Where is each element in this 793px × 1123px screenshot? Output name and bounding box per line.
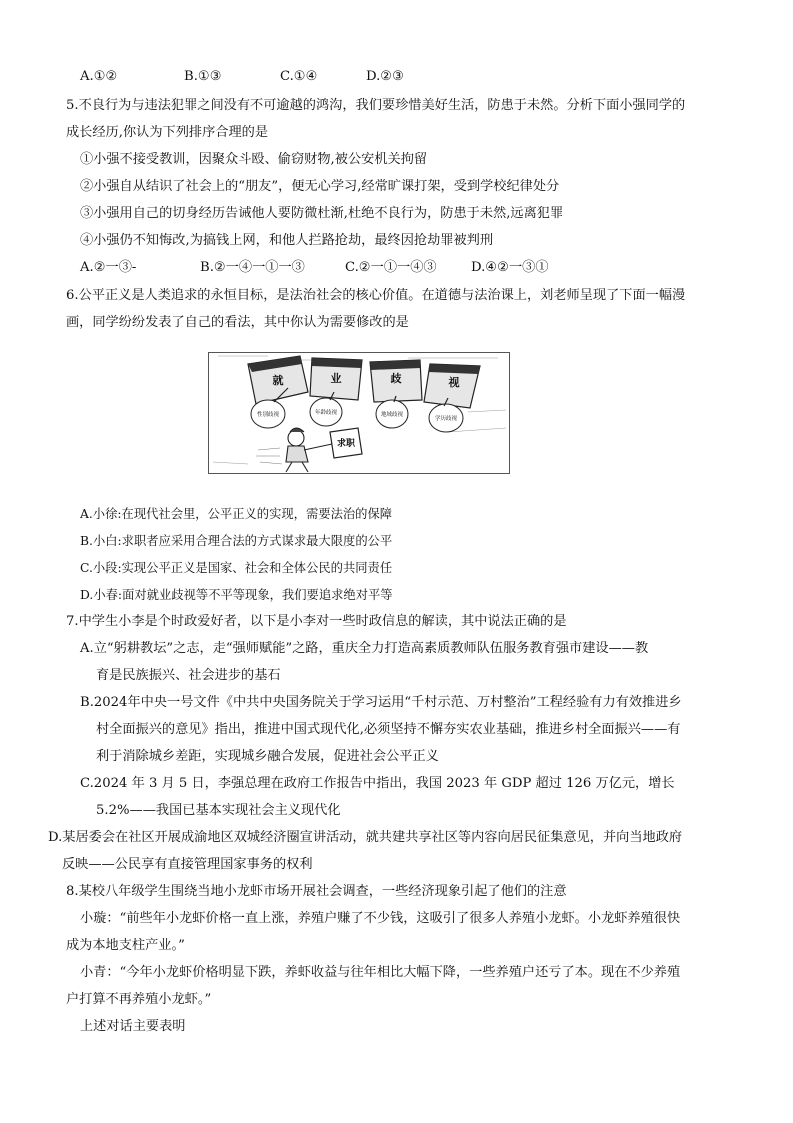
q7-option-d[interactable]: D.某居委会在社区开展成渝地区双城经济圈宣讲活动，就共建共享社区等内容向居民征集意见，并向当地政府 [48, 830, 683, 845]
q5-option-c[interactable]: C.②一①一④③ [345, 260, 437, 275]
q8-dialogue-xiaoxuan-cont: 成为本地支柱产业。” [66, 938, 185, 953]
q7-option-b-cont: 村全面振兴的意见》指出，推进中国式现代化,必须坚持不懈夯实农业基础，推进乡村全面振兴——有 [96, 722, 681, 737]
q8-dialogue-xiaoxuan: 小璇：“前些年小龙虾价格一直上涨，养殖户赚了不少钱，这吸引了很多人养殖小龙虾。小龙虾养殖很快 [80, 911, 681, 926]
cartoon-book-label: 业 [330, 372, 342, 385]
q4-option-a[interactable]: A.①② [80, 69, 118, 84]
q6-option-a[interactable]: A.小徐:在现代社会里，公平正义的实现，需要法治的保障 [80, 507, 393, 521]
q8-stem: 8.某校八年级学生围绕当地小龙虾市场开展社会调查，一些经济现象引起了他们的注意 [66, 884, 567, 899]
cartoon-hand-label: 年龄歧视 [314, 410, 338, 416]
q7-option-c[interactable]: C.2024 年 3 月 5 日，李强总理在政府工作报告中指出，我国 2023 年 GDP 超过 126 万亿元，增长 [80, 776, 675, 791]
q8-question-tail: 上述对话主要表明 [80, 1019, 186, 1034]
q7-option-b-cont: 利于消除城乡差距，实现城乡融合发展，促进社会公平正义 [96, 749, 439, 764]
q5-option-d[interactable]: D.④②一③① [471, 260, 549, 275]
q6-option-b[interactable]: B.小白:求职者应采用合理合法的方式谋求最大限度的公平 [80, 534, 393, 548]
cartoon-hand-label: 性别歧视 [256, 412, 280, 418]
employment-discrimination-cartoon [208, 352, 510, 474]
q5-stem: 成长经历,你认为下列排序合理的是 [66, 125, 269, 140]
q6-option-c[interactable]: C.小段:实现公平正义是国家、社会和全体公民的共同责任 [80, 561, 393, 575]
q7-option-c-cont: 5.2%——我国已基本实现社会主义现代化 [96, 803, 341, 818]
q8-dialogue-xiaoqing-cont: 户打算不再养殖小龙虾。” [66, 992, 212, 1007]
q4-option-c[interactable]: C.①④ [280, 69, 318, 84]
cartoon-job-sign: 求职 [336, 439, 356, 449]
cartoon-hand-label: 学历歧视 [434, 416, 458, 422]
q6-stem: 画，同学纷纷发表了自己的看法，其中你认为需要修改的是 [66, 315, 409, 330]
q5-options [80, 259, 549, 277]
q4-options [80, 68, 404, 86]
cartoon-book-label: 视 [448, 376, 460, 389]
q4-option-b[interactable]: B.①③ [184, 69, 222, 84]
q6-stem: 6.公平正义是人类追求的永恒目标，是法治社会的核心价值。在道德与法治课上，刘老师呈现了下面一幅漫 [66, 288, 686, 303]
q5-item: ②小强自从结识了社会上的“朋友”，便无心学习,经常旷课打架，受到学校纪律处分 [80, 179, 560, 194]
q7-option-d-cont: 反映——公民享有直接管理国家事务的权利 [62, 857, 313, 872]
q5-option-a[interactable]: A.②一③- [80, 260, 137, 275]
q7-option-b[interactable]: B.2024年中央一号文件《中共中央国务院关于学习运用“千村示范、万村整治”工程经验有力有效推进乡 [80, 695, 682, 710]
q5-item: ①小强不接受教训，因聚众斗殴、偷窃财物,被公安机关拘留 [80, 152, 428, 167]
q5-option-b[interactable]: B.②一④一①一③ [200, 260, 305, 275]
q4-option-d[interactable]: D.②③ [366, 69, 404, 84]
cartoon-book-label: 歧 [390, 372, 402, 385]
q7-stem: 7.中学生小李是个时政爱好者，以下是小李对一些时政信息的解读，其中说法正确的是 [66, 614, 567, 629]
q7-option-a[interactable]: A.立“躬耕教坛”之志，走“强师赋能”之路，重庆全力打造高素质教师队伍服务教育强市建设——教 [80, 641, 649, 656]
q6-option-d[interactable]: D.小春:面对就业歧视等不平等现象，我们要追求绝对平等 [80, 588, 393, 602]
q5-item: ④小强仍不知悔改,为搞钱上网，和他人拦路抢劫，最终因抢劫罪被判刑 [80, 233, 494, 248]
q8-dialogue-xiaoqing: 小青：“今年小龙虾价格明显下跌，养虾收益与往年相比大幅下降，一些养殖户还亏了本。现在不少养殖 [80, 965, 681, 980]
cartoon-hand-label: 地域歧视 [380, 412, 404, 418]
cartoon-book-label: 就 [272, 374, 284, 387]
q5-item: ③小强用自己的切身经历告诫他人要防微杜渐,杜绝不良行为，防患于未然,远离犯罪 [80, 206, 564, 221]
q5-stem: 5.不良行为与违法犯罪之间没有不可逾越的鸿沟，我们要珍惜美好生活，防患于未然。分析下面小强同学的 [66, 98, 686, 113]
q7-option-a-cont: 育是民族振兴、社会进步的基石 [96, 668, 281, 683]
